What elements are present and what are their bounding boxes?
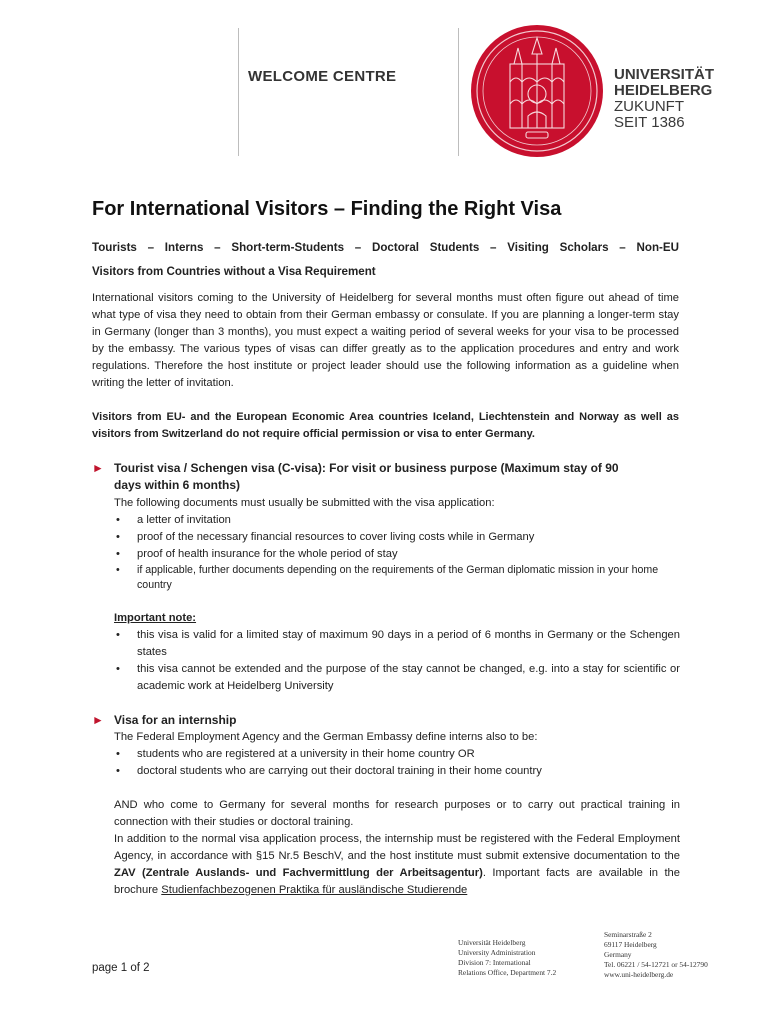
section-internship-visa-heading xyxy=(92,712,682,729)
list-item: • a letter of invitation xyxy=(114,512,680,529)
para2-text: In addition to the normal visa application process, the internship must be registered with the Federal Employment Agency, in accordance with §15 Nr.5 BeschV, and the host institute must submit extensive documentation to the xyxy=(114,833,680,862)
subtitle-line2: Visitors from Countries without a Visa Requirement xyxy=(92,265,376,278)
eu-note: Visitors from EU- and the European Economic Area countries Iceland, Liechtenstein and Norway as well as visitors from Switzerland do not require official permission or visa to enter Germany. xyxy=(92,411,679,440)
page-title: For International Visitors – Finding the Right Visa xyxy=(92,198,562,220)
footer-org-line: Relations Office, Department 7.2 xyxy=(458,968,557,977)
section1-heading-line1: Tourist visa / Schengen visa (C-visa): For visit or business purpose (Maximum stay of 90 xyxy=(114,461,619,475)
section2-para1: AND who come to Germany for several months for research purposes or to carry out practical training in connection with their studies or doctoral training. xyxy=(114,799,680,828)
motto-line1: ZUKUNFT xyxy=(614,98,684,115)
footer-org-line: Universität Heidelberg xyxy=(458,938,526,947)
para2-text-mid: . Important facts are available in the brochure xyxy=(114,867,680,896)
section-tourist-visa-heading xyxy=(92,460,682,494)
header-divider-right xyxy=(458,28,459,156)
list-item: • if applicable, further documents depending on the requirements of the German diplomatic mission in your home country xyxy=(114,563,680,593)
subtitle-line1: Tourists – Interns – Short-term-Students – Doctoral Students – Visiting Scholars – Non-EU xyxy=(92,241,679,254)
brochure-link[interactable]: Studienfachbezogenen Praktika für ausländische Studierende xyxy=(161,884,468,896)
section1-lead: The following documents must usually be submitted with the visa application: xyxy=(114,497,495,509)
footer-org-line: Division 7: International xyxy=(458,958,531,967)
list-item: • students who are registered at a university in their home country OR xyxy=(114,746,680,763)
list-item: • proof of health insurance for the whole period of stay xyxy=(114,546,680,563)
section1-body xyxy=(114,495,680,593)
list-item: • proof of the necessary financial resources to cover living costs while in Germany xyxy=(114,529,680,546)
page-number: page 1 of 2 xyxy=(92,962,150,974)
section2-lead: The Federal Employment Agency and the German Embassy define interns also to be: xyxy=(114,731,538,743)
section1-heading-line2: days within 6 months) xyxy=(114,478,241,492)
footer-address xyxy=(604,930,708,980)
university-seal-logo xyxy=(470,24,604,158)
footer-addr-line: 69117 Heidelberg xyxy=(604,940,657,949)
footer-organisation xyxy=(458,938,556,978)
zav-name: ZAV (Zentrale Auslands- und Fachvermittlung der Arbeitsagentur) xyxy=(114,867,483,879)
header-divider-left xyxy=(238,28,239,156)
motto-line2: SEIT 1386 xyxy=(614,114,685,131)
footer-addr-line: Tel. 06221 / 54-12721 or 54-12790 xyxy=(604,960,708,969)
list-item: • this visa is valid for a limited stay of maximum 90 days in a period of 6 months in Germany or the Schengen states xyxy=(114,627,680,661)
section1-list xyxy=(114,512,680,593)
important-note xyxy=(114,610,680,695)
university-name-line1: UNIVERSITÄT xyxy=(614,66,715,83)
footer-addr-line: Seminarstraße 2 xyxy=(604,930,652,939)
section2-heading: Visa for an internship xyxy=(114,713,237,727)
university-name-line2: HEIDELBERG xyxy=(614,82,713,99)
university-wordmark xyxy=(614,67,714,131)
footer-addr-line: Germany xyxy=(604,950,632,959)
section2-list xyxy=(114,746,680,780)
intro-paragraph: International visitors coming to the University of Heidelberg for several months must often figure out ahead of time what type of visa they need to obtain from their German embassy or consulate. If you are planning a longer-term stay in Germany (longer than 3 months), you must expect a waiting period of several weeks for your visa to be processed by the embassy. The various types of visas can differ greatly as to the application procedures and entry and work regulations. Therefore the host institute or project leader should use the following information as a guideline when writing the letter of invitation. xyxy=(92,292,679,389)
arrow-icon: ► xyxy=(92,461,104,475)
list-item: • doctoral students who are carrying out their doctoral training in their home country xyxy=(114,763,680,780)
list-item: • this visa cannot be extended and the purpose of the stay cannot be changed, e.g. into a stay for scientific or academic work at Heidelberg University xyxy=(114,661,680,695)
subtitle xyxy=(92,236,679,284)
footer-org-line: University Administration xyxy=(458,948,536,957)
footer-website[interactable]: www.uni-heidelberg.de xyxy=(604,970,674,979)
section2-body xyxy=(114,729,680,780)
section2-paragraphs xyxy=(114,797,680,899)
section2-para2 xyxy=(114,831,680,899)
arrow-icon: ► xyxy=(92,713,104,727)
important-note-list xyxy=(114,627,680,695)
welcome-centre-label: WELCOME CENTRE xyxy=(248,68,397,85)
important-note-heading: Important note: xyxy=(114,612,197,624)
